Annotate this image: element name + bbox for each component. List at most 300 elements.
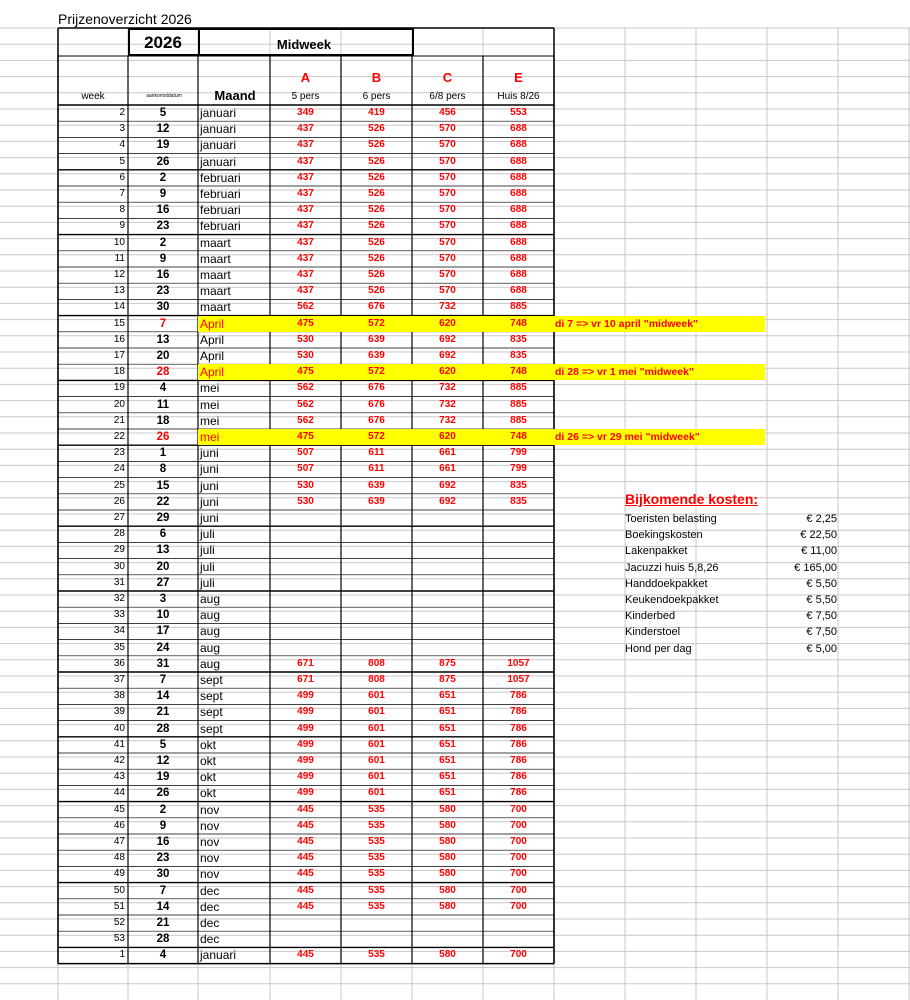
price-e: 799 (510, 463, 527, 475)
midweek-note: di 28 => vr 1 mei "midweek" (555, 366, 694, 379)
price-a: 349 (297, 107, 314, 118)
price-b: 535 (368, 900, 385, 912)
week-number: 46 (113, 819, 125, 831)
month-name: juni (200, 494, 219, 509)
week-number: 43 (113, 771, 125, 783)
price-e: 688 (510, 171, 527, 183)
year-label: 2026 (144, 33, 182, 52)
arrival-day: 3 (159, 593, 167, 605)
price-e: 700 (510, 900, 527, 912)
price-b: 526 (368, 188, 385, 199)
price-c: 651 (439, 706, 456, 718)
price-c: 570 (439, 285, 456, 297)
price-a: 499 (297, 738, 314, 750)
week-number: 16 (113, 333, 125, 345)
col-header-week: week (81, 91, 105, 102)
month-name: aug (200, 592, 221, 606)
price-e: 688 (510, 269, 527, 280)
price-e: 786 (510, 787, 527, 799)
month-name: mei (200, 430, 220, 444)
arrival-day: 15 (156, 479, 170, 492)
price-e: 786 (510, 738, 527, 750)
price-a: 445 (297, 819, 314, 831)
price-e: 885 (510, 398, 527, 410)
week-number: 39 (113, 706, 125, 718)
price-e: 688 (510, 139, 527, 151)
type-letter-e: E (514, 70, 523, 85)
price-b: 526 (368, 285, 385, 297)
price-c: 692 (439, 350, 456, 361)
week-number: 12 (113, 269, 125, 280)
extra-cost-value: € 2,25 (806, 513, 837, 525)
month-name: maart (200, 251, 231, 266)
price-b: 601 (368, 755, 385, 766)
month-name: mei (200, 381, 220, 396)
price-c: 651 (439, 771, 456, 783)
price-a: 437 (297, 139, 314, 151)
week-number: 51 (113, 900, 125, 912)
arrival-day: 13 (156, 544, 170, 557)
arrival-day: 14 (156, 690, 170, 703)
price-b: 601 (368, 722, 385, 734)
month-name: okt (200, 770, 217, 785)
price-c: 651 (439, 755, 456, 766)
extra-costs-title: Bijkomende kosten: (625, 491, 759, 507)
month-name: nov (200, 818, 220, 833)
extra-cost-label: Lakenpakket (625, 545, 688, 558)
type-letter-c: C (442, 70, 453, 85)
price-c: 620 (439, 366, 456, 378)
price-e: 700 (510, 836, 527, 847)
week-number: 33 (113, 609, 125, 621)
extra-cost-label: Toeristen belasting (625, 513, 717, 525)
price-c: 732 (439, 382, 456, 394)
price-b: 526 (368, 204, 385, 216)
week-number: 47 (113, 836, 125, 847)
extra-cost-value: € 165,00 (794, 561, 837, 574)
week-number: 9 (119, 220, 125, 232)
week-number: 25 (113, 479, 125, 491)
price-c: 570 (439, 171, 456, 183)
price-a: 475 (297, 366, 314, 378)
price-a: 445 (297, 900, 314, 912)
price-b: 676 (368, 301, 385, 313)
price-c: 580 (439, 803, 456, 815)
price-b: 526 (368, 155, 385, 167)
month-name: februari (200, 203, 241, 218)
week-number: 13 (113, 285, 125, 297)
week-number: 17 (113, 350, 125, 361)
month-name: okt (200, 754, 217, 768)
arrival-day: 2 (159, 236, 167, 249)
price-b: 535 (368, 868, 385, 880)
price-a: 437 (297, 123, 314, 135)
price-c: 570 (439, 204, 456, 216)
price-b: 535 (368, 852, 385, 864)
price-b: 526 (368, 171, 385, 183)
price-a: 562 (297, 398, 314, 410)
col-header-month: Maand (214, 88, 256, 103)
price-b: 639 (368, 333, 385, 345)
price-b: 535 (368, 949, 385, 961)
month-name: maart (200, 268, 231, 282)
price-a: 437 (297, 220, 314, 232)
price-a: 530 (297, 479, 314, 491)
midweek-note: di 26 => vr 29 mei "midweek" (555, 431, 700, 443)
month-name: februari (200, 219, 241, 234)
arrival-day: 16 (156, 204, 170, 217)
extra-cost-label: Boekingskosten (625, 529, 703, 542)
price-b: 601 (368, 771, 385, 783)
extra-cost-value: € 5,00 (806, 642, 837, 655)
price-a: 671 (297, 674, 314, 685)
month-name: dec (200, 883, 220, 898)
price-b: 526 (368, 236, 385, 248)
price-b: 808 (368, 657, 385, 669)
month-name: nov (200, 851, 220, 866)
price-b: 601 (368, 690, 385, 702)
price-e: 799 (510, 447, 527, 459)
price-a: 445 (297, 836, 314, 847)
week-number: 38 (113, 690, 125, 702)
price-a: 437 (297, 269, 314, 280)
midweek-note: di 7 => vr 10 april "midweek" (555, 317, 699, 330)
extra-cost-value: € 11,00 (801, 545, 837, 558)
extra-cost-value: € 5,50 (806, 577, 837, 590)
month-name: aug (200, 624, 221, 639)
week-number: 30 (113, 560, 125, 572)
month-name: sept (200, 705, 223, 720)
arrival-day: 29 (156, 512, 170, 524)
price-e: 688 (510, 220, 527, 232)
week-number: 26 (113, 495, 125, 507)
price-a: 507 (297, 447, 314, 459)
extra-cost-value: € 7,50 (806, 610, 837, 623)
month-name: juli (200, 559, 215, 574)
price-e: 688 (510, 204, 527, 216)
price-e: 885 (510, 301, 527, 313)
price-e: 835 (510, 479, 527, 491)
week-number: 31 (113, 576, 125, 588)
month-name: aug (200, 656, 221, 671)
arrival-day: 28 (156, 722, 170, 735)
price-e: 786 (510, 722, 527, 734)
price-c: 456 (439, 107, 456, 118)
price-b: 611 (368, 447, 385, 459)
price-c: 580 (439, 836, 456, 847)
extra-cost-value: € 7,50 (806, 626, 837, 639)
price-c: 570 (439, 252, 456, 264)
extra-cost-label: Kinderbed (625, 610, 676, 623)
type-label-b: 6 pers (362, 91, 391, 102)
price-a: 499 (297, 771, 314, 783)
arrival-day: 4 (159, 382, 167, 395)
week-number: 29 (113, 544, 125, 556)
price-e: 700 (510, 884, 527, 896)
month-name: dec (200, 932, 220, 947)
price-e: 786 (510, 690, 527, 702)
price-c: 580 (439, 819, 456, 831)
price-a: 562 (297, 301, 314, 313)
price-a: 475 (297, 317, 314, 329)
sheet-title: Prijzenoverzicht 2026 (58, 11, 192, 27)
price-a: 499 (297, 755, 314, 766)
arrival-day: 24 (156, 641, 170, 654)
week-number: 45 (113, 803, 125, 815)
arrival-day: 26 (156, 787, 170, 800)
arrival-day: 7 (159, 884, 167, 897)
price-a: 507 (297, 463, 314, 475)
price-b: 601 (368, 706, 385, 718)
price-b: 535 (368, 819, 385, 831)
price-e: 700 (510, 868, 527, 880)
week-number: 3 (119, 123, 125, 135)
arrival-day: 13 (156, 333, 170, 346)
price-e: 748 (510, 431, 527, 442)
price-b: 526 (368, 123, 385, 135)
arrival-day: 20 (156, 350, 170, 362)
price-c: 570 (439, 269, 456, 280)
price-a: 437 (297, 236, 314, 248)
extra-cost-label: Handdoekpakket (625, 577, 708, 590)
price-b: 526 (368, 252, 385, 264)
week-number: 10 (113, 236, 125, 248)
midweek-label: Midweek (276, 37, 332, 52)
price-b: 535 (368, 836, 385, 847)
week-number: 24 (113, 463, 125, 475)
arrival-day: 2 (159, 803, 167, 816)
price-e: 688 (510, 285, 527, 297)
price-e: 835 (510, 495, 527, 507)
arrival-day: 2 (159, 171, 167, 184)
price-e: 786 (510, 706, 527, 718)
price-c: 651 (439, 690, 456, 702)
price-b: 611 (368, 463, 385, 475)
price-c: 570 (439, 236, 456, 248)
month-name: maart (200, 284, 231, 299)
arrival-day: 26 (156, 431, 170, 443)
price-b: 601 (368, 738, 385, 750)
price-c: 620 (439, 431, 456, 442)
week-number: 19 (113, 382, 125, 394)
price-b: 639 (368, 495, 385, 507)
month-name: April (200, 365, 225, 380)
week-number: 44 (113, 787, 125, 799)
price-e: 688 (510, 155, 527, 167)
price-a: 437 (297, 188, 314, 199)
price-c: 580 (439, 900, 456, 912)
arrival-day: 28 (156, 933, 170, 946)
arrival-day: 17 (156, 625, 170, 638)
arrival-day: 8 (159, 463, 167, 476)
type-label-a: 5 pers (291, 91, 320, 102)
month-name: juni (200, 478, 219, 493)
week-number: 1 (119, 949, 125, 961)
week-number: 42 (113, 755, 125, 766)
week-number: 4 (119, 139, 125, 151)
type-letter-a: A (300, 70, 311, 85)
type-letter-b: B (371, 70, 382, 85)
price-e: 700 (510, 949, 527, 961)
extra-cost-value: € 5,50 (806, 594, 837, 606)
week-number: 23 (113, 447, 125, 459)
price-e: 700 (510, 819, 527, 831)
price-e: 835 (510, 333, 527, 345)
price-c: 580 (439, 868, 456, 880)
arrival-day: 28 (156, 366, 170, 379)
arrival-day: 16 (156, 269, 170, 281)
week-number: 18 (113, 366, 125, 378)
price-a: 437 (297, 171, 314, 183)
price-b: 535 (368, 803, 385, 815)
arrival-day: 10 (156, 609, 170, 622)
month-name: sept (200, 673, 223, 687)
month-name: juni (200, 446, 219, 461)
price-b: 639 (368, 350, 385, 361)
price-b: 572 (368, 431, 385, 442)
month-name: januari (200, 122, 237, 137)
price-e: 748 (510, 317, 527, 329)
week-number: 49 (113, 868, 125, 880)
week-number: 22 (113, 431, 125, 442)
price-c: 570 (439, 123, 456, 135)
price-e: 748 (510, 366, 527, 378)
week-number: 7 (119, 188, 125, 199)
arrival-day: 9 (159, 252, 167, 265)
month-name: aug (200, 608, 221, 623)
price-a: 530 (297, 350, 314, 361)
price-b: 419 (368, 107, 385, 118)
month-name: dec (200, 899, 220, 914)
month-name: juli (200, 527, 215, 542)
price-e: 1057 (507, 674, 530, 685)
arrival-day: 30 (156, 301, 170, 314)
arrival-day: 19 (156, 139, 170, 152)
price-b: 572 (368, 366, 385, 378)
week-number: 28 (113, 528, 125, 540)
month-name: sept (200, 689, 223, 704)
price-e: 688 (510, 252, 527, 264)
arrival-day: 19 (156, 771, 170, 784)
price-a: 445 (297, 884, 314, 896)
price-c: 651 (439, 722, 456, 734)
price-c: 661 (439, 447, 456, 459)
price-a: 562 (297, 382, 314, 394)
price-e: 553 (510, 107, 527, 118)
arrival-day: 5 (159, 738, 167, 751)
week-number: 20 (113, 398, 125, 410)
month-name: januari (200, 138, 237, 153)
extra-cost-label: Jacuzzi huis 5,8,26 (625, 561, 719, 574)
arrival-day: 31 (156, 657, 170, 670)
price-e: 700 (510, 852, 527, 864)
arrival-day: 12 (156, 755, 170, 767)
price-e: 786 (510, 771, 527, 783)
price-e: 700 (510, 803, 527, 815)
price-a: 445 (297, 803, 314, 815)
price-a: 437 (297, 285, 314, 297)
month-name: okt (200, 737, 217, 752)
arrival-day: 21 (156, 706, 170, 719)
month-name: April (200, 332, 225, 347)
arrival-day: 20 (156, 560, 170, 573)
price-c: 580 (439, 884, 456, 896)
price-b: 526 (368, 269, 385, 280)
week-number: 15 (113, 317, 125, 329)
month-name: februari (200, 187, 241, 201)
price-c: 651 (439, 787, 456, 799)
week-number: 53 (113, 933, 125, 945)
price-e: 1057 (507, 657, 530, 669)
arrival-day: 27 (156, 576, 170, 589)
month-name: juni (200, 462, 219, 477)
price-c: 580 (439, 949, 456, 961)
arrival-day: 12 (156, 123, 170, 136)
arrival-day: 6 (159, 528, 167, 541)
month-name: dec (200, 916, 220, 930)
price-a: 445 (297, 852, 314, 864)
price-b: 535 (368, 884, 385, 896)
month-name: mei (200, 413, 220, 428)
price-e: 688 (510, 188, 527, 199)
week-number: 8 (119, 204, 125, 216)
arrival-day: 21 (156, 917, 170, 929)
price-e: 835 (510, 350, 527, 361)
price-c: 570 (439, 188, 456, 199)
arrival-day: 26 (156, 155, 170, 168)
price-c: 580 (439, 852, 456, 864)
price-a: 445 (297, 868, 314, 880)
price-c: 620 (439, 317, 456, 329)
price-a: 499 (297, 706, 314, 718)
month-name: juli (200, 575, 215, 590)
price-b: 676 (368, 382, 385, 394)
month-name: aug (200, 640, 221, 655)
price-c: 875 (439, 674, 456, 685)
arrival-day: 16 (156, 836, 170, 848)
price-c: 732 (439, 414, 456, 426)
week-number: 21 (113, 414, 125, 426)
month-name: februari (200, 170, 241, 185)
price-b: 808 (368, 674, 385, 685)
arrival-day: 7 (159, 317, 167, 330)
arrival-day: 30 (156, 868, 170, 881)
price-a: 445 (297, 949, 314, 961)
price-b: 639 (368, 479, 385, 491)
week-number: 37 (113, 674, 125, 685)
week-number: 40 (113, 722, 125, 734)
price-b: 572 (368, 317, 385, 329)
arrival-day: 23 (156, 852, 170, 865)
month-name: januari (200, 948, 237, 963)
week-number: 32 (113, 593, 125, 604)
week-number: 14 (113, 301, 125, 313)
extra-cost-value: € 22,50 (800, 529, 837, 542)
price-a: 437 (297, 252, 314, 264)
price-a: 530 (297, 495, 314, 507)
month-name: januari (200, 106, 237, 120)
week-number: 5 (119, 155, 125, 167)
price-e: 688 (510, 123, 527, 135)
price-b: 676 (368, 398, 385, 410)
col-header-arrival: aankomstdatum (146, 93, 182, 99)
month-name: januari (200, 154, 237, 169)
arrival-day: 18 (156, 414, 170, 427)
arrival-day: 1 (159, 447, 167, 460)
price-c: 570 (439, 155, 456, 167)
week-number: 52 (113, 917, 125, 928)
arrival-day: 7 (159, 674, 167, 686)
